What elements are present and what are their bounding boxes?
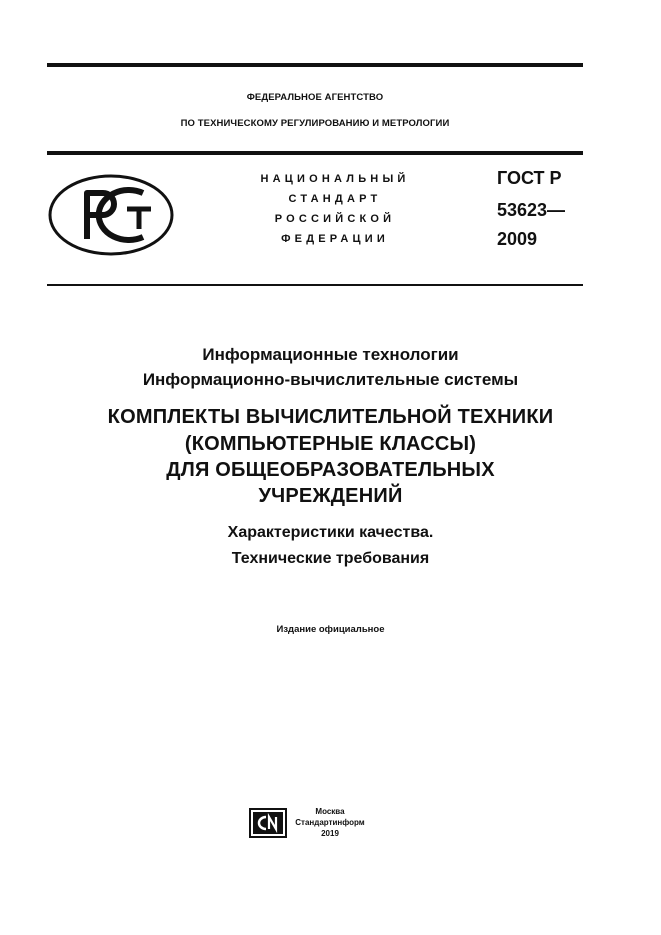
main-title-line-4: УЧРЕЖДЕНИЙ (258, 485, 403, 507)
publisher-city: Москва (315, 807, 345, 816)
standard-line-national: НАЦИОНАЛЬНЫЙ (260, 173, 410, 185)
main-title-line-3: ДЛЯ ОБЩЕОБРАЗОВАТЕЛЬНЫХ (166, 459, 495, 481)
standartinform-logo-icon (249, 808, 287, 838)
pct-certification-emblem-icon (47, 173, 175, 257)
publisher-year: 2019 (321, 829, 339, 838)
main-title-line-2: (КОМПЬЮТЕРНЫЕ КЛАССЫ) (184, 433, 477, 455)
gost-designation-line-2: 53623— (497, 200, 566, 220)
top-rule (47, 63, 583, 67)
main-title-line-1: КОМПЛЕКТЫ ВЫЧИСЛИТЕЛЬНОЙ ТЕХНИКИ (107, 406, 554, 428)
gost-designation-line-3: 2009 (497, 229, 538, 249)
agency-line-1: ФЕДЕРАЛЬНОЕ АГЕНТСТВО (246, 92, 384, 103)
standard-block-top-rule (47, 151, 583, 155)
gost-designation-line-1: ГОСТ Р (497, 168, 562, 188)
subtitle-line-2: Технические требования (231, 550, 430, 567)
subject-line-2: Информационно-вычислительные системы (142, 370, 519, 389)
subtitle-line-1: Характеристики качества. (227, 524, 434, 541)
standard-block-bottom-rule (47, 284, 583, 286)
standard-line-standard: СТАНДАРТ (288, 193, 382, 205)
standard-line-federation: ФЕДЕРАЦИИ (281, 233, 389, 245)
publisher-name: Стандартинформ (295, 818, 365, 827)
standard-line-russian: РОССИЙСКОЙ (274, 213, 396, 225)
edition-label: Издание официальное (276, 624, 385, 635)
agency-line-2: ПО ТЕХНИЧЕСКОМУ РЕГУЛИРОВАНИЮ И МЕТРОЛОГИИ (180, 118, 450, 129)
subject-line-1: Информационные технологии (202, 345, 459, 364)
